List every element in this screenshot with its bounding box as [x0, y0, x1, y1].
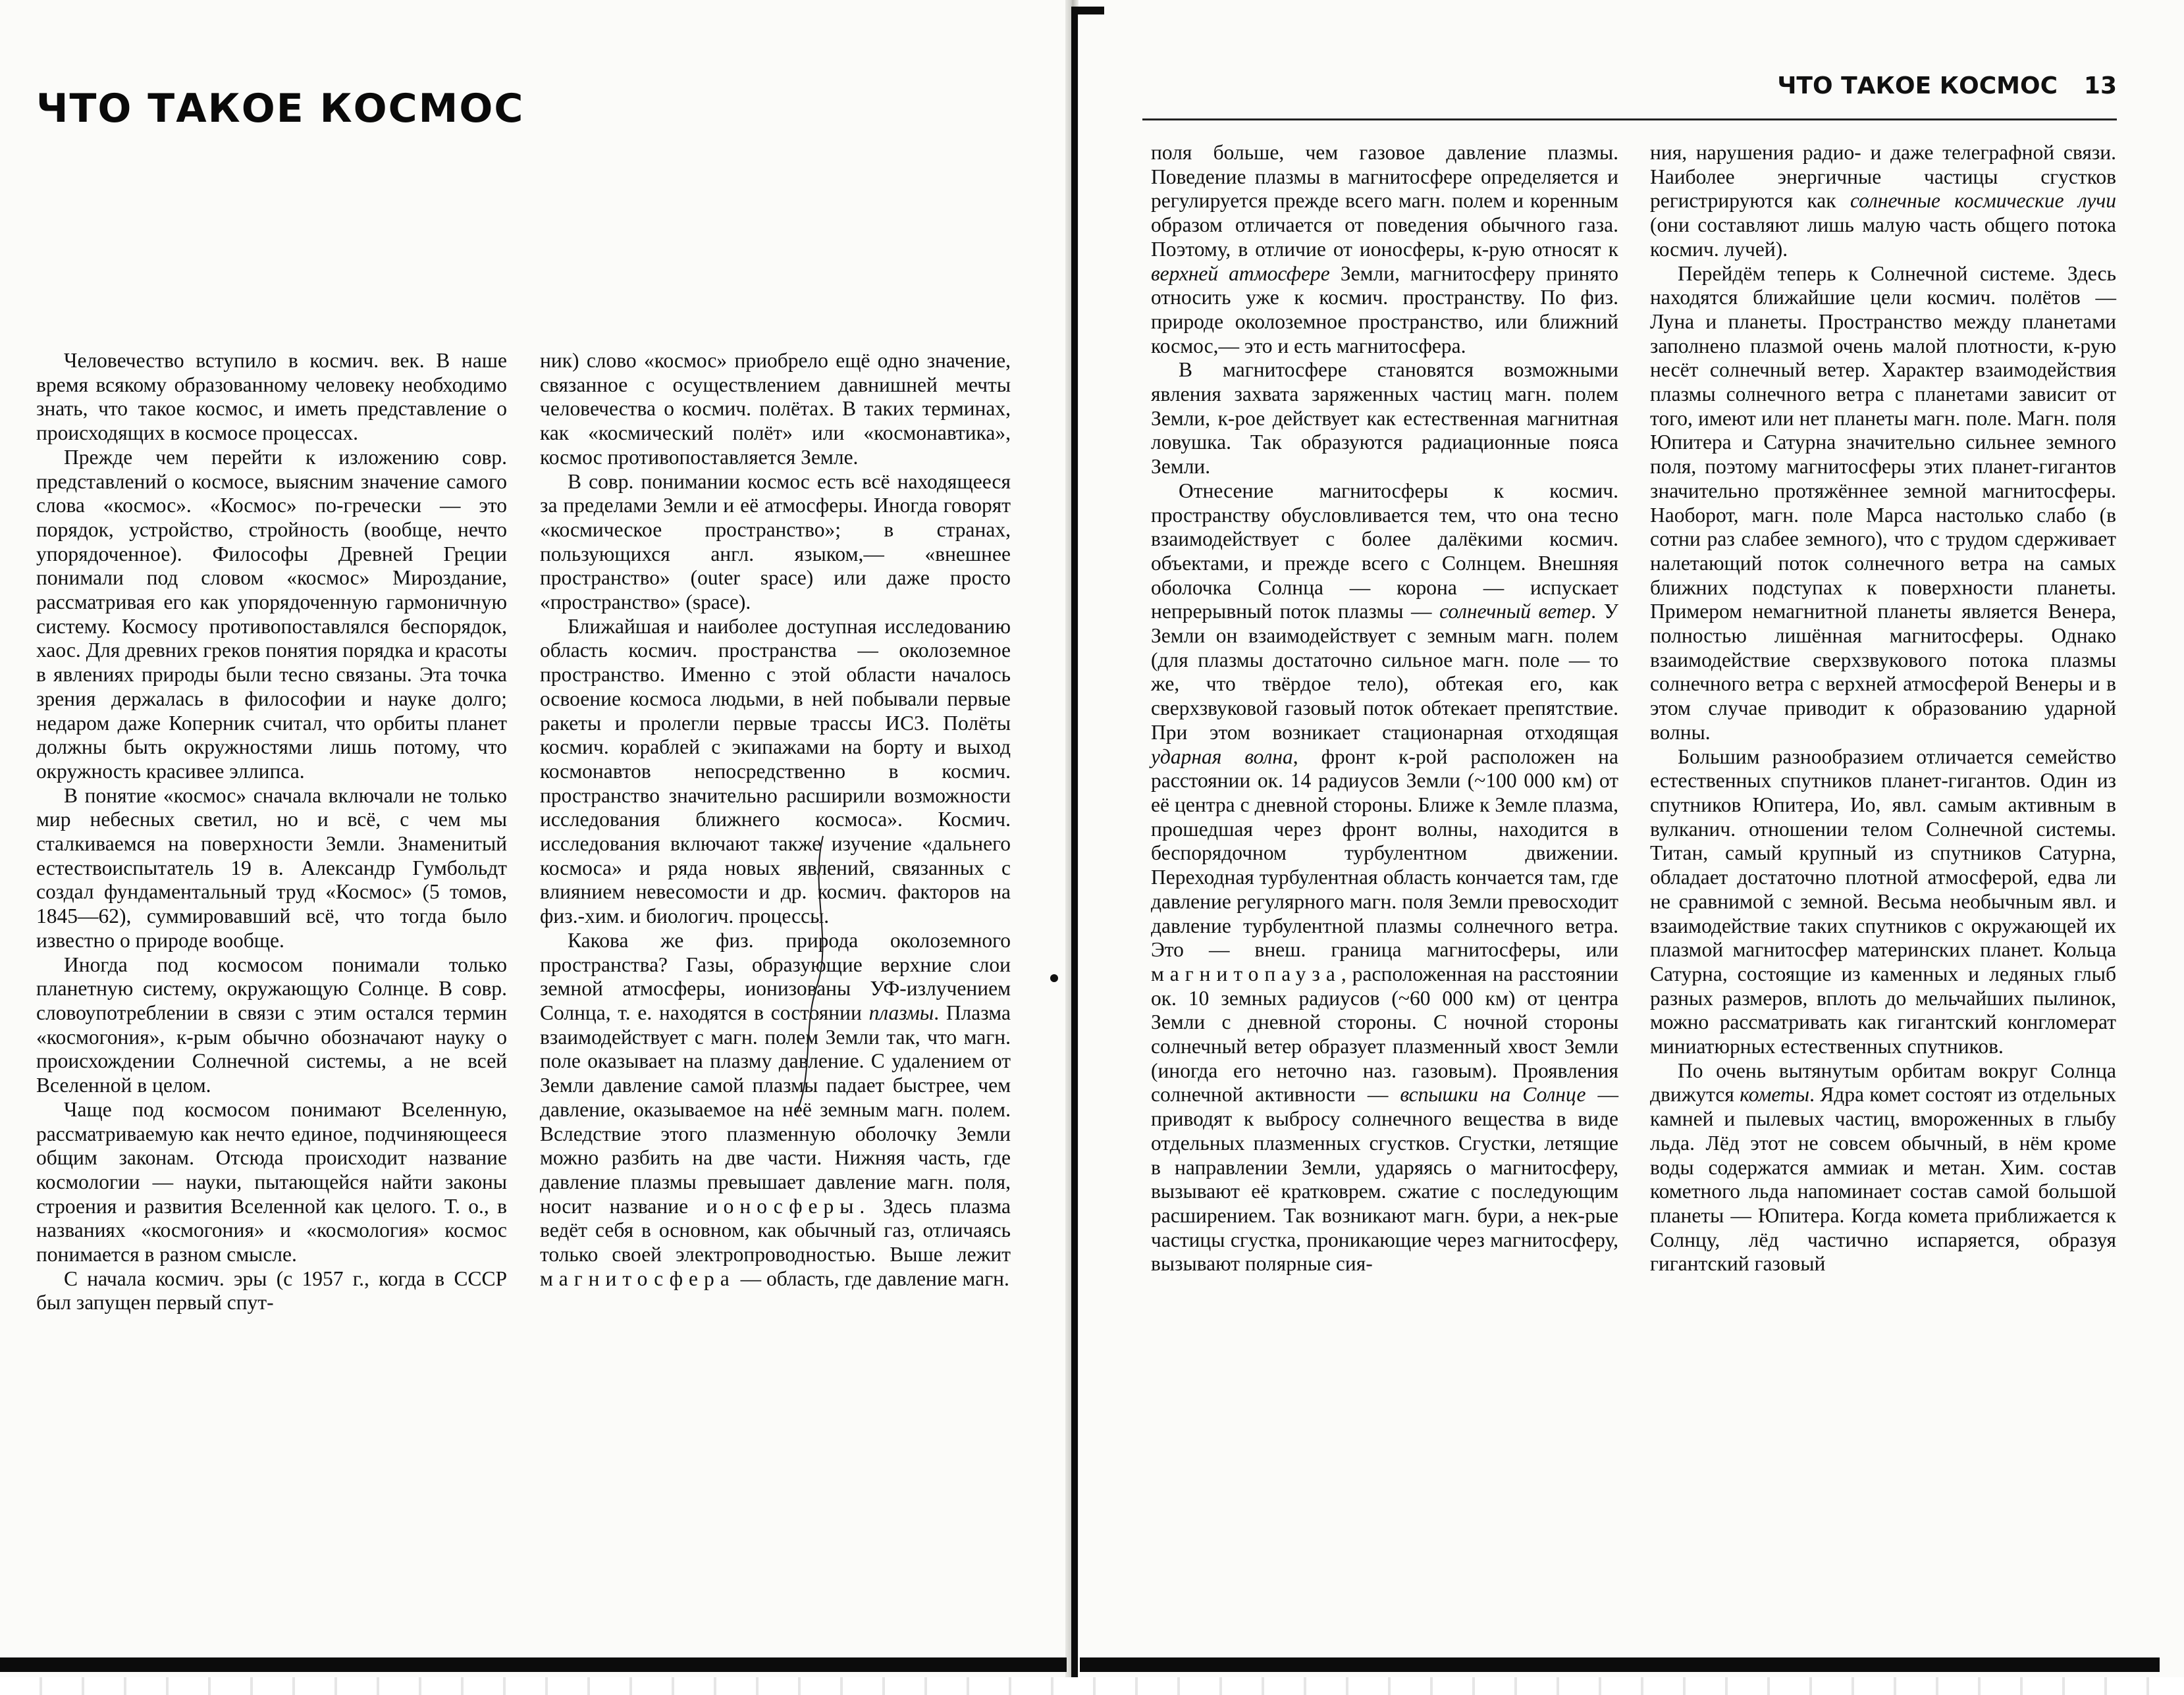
- spine-shadow: [1071, 7, 1078, 1679]
- pen-mark: [784, 836, 849, 1112]
- running-title: ЧТО ТАКОЕ КОСМОС: [1777, 72, 2058, 99]
- term: плазмы: [868, 1001, 934, 1024]
- paragraph: Большим разнообразием отличается семейство естественных спутников планет-гигантов. Один из спутников Юпитера, Ио, явл. самым активным в вулканич. отношении телом Солнечной системы. Титан, самый крупный из спутников Сатурна, обладает достаточно плотной атмосферой, едва ли не сравнимой с земной. Весьма необычным явл. и взаимодействие таких спутников с окружающей их плазмой магнитосфер материнских планет. Кольца Сатурна, состоящие из каменных и ледяных глыб разных размеров, вплоть до мельчайших пылинок, можно рассматривать как гигантский конгломерат миниатюрных естественных спутников.: [1650, 744, 2116, 1058]
- text-column-1: [36, 349, 507, 1315]
- paragraph: поля больше, чем газовое давление плазмы. Поведение плазмы в магнитосфере определяется и регулируется прежде всего магн. полем и коренным образом отличается от поведения обычного газа. Поэтому, в отличие от ионосферы, к-рую относят к верхней атмосфере Земли, магнитосферу принято относить уже к космич. пространству. По физ. природе околоземное пространство, или ближний космос,— это и есть магнитосфера.: [1151, 141, 1618, 357]
- paragraph: ния, нарушения радио- и даже телеграфной связи. Наиболее энергичные частицы сгустков регистрируются как солнечные космические лучи (они составляют лишь малую часть общего потока космич. лучей).: [1650, 141, 2117, 261]
- paragraph: В магнитосфере становятся возможными явления захвата заряженных частиц магн. полем Земли, к-рое действует как естественная магнитная ловушка. Так образуются радиационные пояса Земли.: [1151, 358, 1618, 479]
- paragraph: Ближайшая и наиболее доступная исследованию область космич. пространства — околоземное пространство. Именно с этой области началось освоение космоса людьми, в ней побывали первые ракеты и пролегли первые трассы ИСЗ. Полёты космич. кораблей с экипажами на борту и выход космонавтов непосредственно в космич. пространство значительно расширили возможности исследования ближнего космоса». Космич. исследования включают также изучение «дальнего космоса» и ряда новых явлений, связанных с влиянием невесомости и др. космич. факторов на физ.-хим. и биологич. процессы.: [540, 614, 1011, 928]
- text-column-4: [1650, 141, 2116, 1276]
- paragraph: Перейдём теперь к Солнечной системе. Здесь находятся ближайшие цели космич. полётов — Луна и планеты. Пространство между планетами заполнено плазмой очень малой плотности, к-рую несёт солнечный ветер. Характер взаимодействия плазмы солнечного ветра с планетами зависит от того, имеют или нет планеты магн. поле. Магн. поля Юпитера и Сатурна значительно сильнее земного поля, поэтому магнитосферы этих планет-гигантов значительно протяжённее земной магнитосферы. Наоборот, магн. поле Марса настолько слабо (в сотни раз слабее земного), что с трудом сдерживает налетающий поток солнечного ветра на самых ближних подступах к поверхности планеты. Примером немагнитной планеты является Венера, полностью лишённая магнитосферы. Однако взаимодействие сверхзвукового потока плазмы солнечного ветра с верхней атмосферой Венеры и в этом случае приводит к образованию ударной волны.: [1650, 261, 2116, 744]
- term: ударная волна: [1151, 744, 1293, 768]
- bottom-edge-left: [0, 1657, 1067, 1672]
- spine-corner: [1071, 7, 1104, 14]
- page-number: 13: [2083, 72, 2117, 99]
- term: кометы: [1740, 1083, 1810, 1107]
- paragraph: Прежде чем перейти к изложению совр. представлений о космосе, выясним значение самого слова «космос». «Космос» по-гречески — это порядок, устройство, стройность (вообще, нечто упорядоченное). Философы Древней Греции понимали под словом «космос» Мироздание, рассматривая его как упорядоченную гармоничную систему. Космосу противопоставлялся беспорядок, хаос. Для древних греков понятия порядка и красоты в явлениях природы были тесно связаны. Эта точка зрения держалась в философии и науке долго; недаром даже Коперник считал, что орбиты планет должны быть окружностями лишь потому, что окружность красивее эллипса.: [36, 445, 507, 783]
- paragraph: Чаще под космосом понимают Вселенную, рассматриваемую как нечто единое, подчиняющееся общим законам. Отсюда происходит название космологии — науки, пытающейся найти законы строения и развития Вселенной как целого. Т. о., в названиях «космогония» и «космология» космос понимается в разном смысле.: [36, 1097, 507, 1266]
- term: вспышки на Солнце: [1400, 1083, 1586, 1107]
- paragraph: Отнесение магнитосферы к космич. пространству обусловливается тем, что она тесно взаимодействует с более далёкими космич. объектами, и прежде всего с Солнцем. Внешняя оболочка Солнца — корона — испускает непрерывный поток плазмы — солнечный ветер. У Земли он взаимодействует с земным магн. полем (для плазмы достаточно сильное магн. поле — то же, что твёрдое тело), обтекая его, как сверхзвуковой газовый поток обтекает препятствие. При этом возникает стационарная отходящая ударная волна, фронт к-рой расположен на расстоянии ок. 14 радиусов Земли (~100 000 км) от её центра с дневной стороны. Ближе к Земле плазма, прошедшая через фронт волны, находится в беспорядочном турбулентном движении. Переходная турбулентная область кончается там, где давление регулярного магн. поля Земли превосходит давление турбулентной плазмы солнечного ветра. Это — внеш. граница магнитосферы, или магнитопауза, расположенная на расстоянии ок. 10 земных радиусов (~60 000 км) от центра Земли с дневной стороны. С ночной стороны солнечный ветер образует плазменный хвост Земли (иногда его неточно наз. газовым). Проявления солнечной активности — вспышки на Солнце — приводят к выбросу солнечного вещества в виде отдельных плазменных сгустков. Сгустки, летящие в направлении Земли, ударяясь о магнитосферу, вызывают её кратковрем. сжатие с последующим расширением. Так возникают магн. бури, а нек-рые частицы сгустка, проникающие через магнитосферу, вызывают полярные сия-: [1151, 479, 1618, 1276]
- spaced-term: магнитопауза: [1151, 962, 1341, 985]
- spaced-term: ионосферы: [706, 1194, 860, 1218]
- bottom-edge-right: [1080, 1657, 2160, 1672]
- running-header: [1142, 72, 2117, 120]
- chapter-heading: ЧТО ТАКОЕ КОСМОС: [36, 86, 525, 132]
- text-column-3: [1151, 141, 1618, 1276]
- term: солнечный ветер: [1439, 600, 1591, 623]
- spaced-term: магнитосфера: [540, 1266, 735, 1290]
- paragraph: Человечество вступило в космич. век. В наше время всякому образованному человеку необходимо знать, что такое космос, и иметь представление о происходящих в космосе процессах.: [36, 349, 507, 445]
- paragraph: Иногда под космосом понимали только планетную систему, окружающую Солнце. В совр. словоупотреблении в связи с этим остался термин «космогония», к-рым обычно обозначают науку о происхождении Солнечной системы, а не всей Вселенной в целом.: [36, 952, 507, 1097]
- paragraph: С начала космич. эры (с 1957 г., когда в СССР был запущен первый спут-: [36, 1266, 507, 1315]
- term: солнечные космические лучи: [1850, 189, 2117, 213]
- paragraph: По очень вытянутым орбитам вокруг Солнца движутся кометы. Ядра комет состоят из отдельных камней и пылевых частиц, вмороженных в глыбу льда. Лёд этот не совсем обычный, в нём кроме воды содержатся аммиак и метан. Хим. состав кометного льда напоминает состав самой большой планеты — Юпитера. Когда комета приближается к Солнцу, лёд частично испаряется, образуя гигантский газовый: [1650, 1058, 2116, 1276]
- term: верхней атмосфере: [1151, 261, 1330, 285]
- text-column-2: [540, 349, 1011, 1291]
- paragraph: ник) слово «космос» приобрело ещё одно значение, связанное с осуществлением давнишней мечты человечества о космич. полётах. В таких терминах, как «космический полёт» или «космонавтика», космос противопоставляется Земле.: [540, 349, 1011, 469]
- paragraph: В понятие «космос» сначала включали не только мир небесных светил, но и всё, с чем мы сталкиваемся на поверхности Земли. Знаменитый естествоиспытатель 19 в. Александр Гумбольдт создал фундаментальный труд «Космос» (5 томов, 1845—62), суммировавший всё, что тогда было известно о природе вообще.: [36, 783, 507, 952]
- page-edge-strip: [0, 1677, 2184, 1695]
- paragraph: Какова же физ. природа околоземного пространства? Газы, образующие верхние слои земной атмосферы, ионизованы УФ-излучением Солнца, т. е. находятся в состоянии плазмы. Плазма взаимодействует с магн. полем Земли так, что магн. поле оказывает на плазму давление. С удалением от Земли давление самой плазмы падает быстрее, чем давление, оказываемое на неё земным магн. полем. Вследствие этого плазменную оболочку Земли можно разбить на две части. Нижняя часть, где давление плазмы превышает давление магн. поля, носит название ионосферы. Здесь плазма ведёт себя в основном, как обычный газ, отличаясь только своей электропроводностью. Выше лежит магнитосфера — область, где давление магн.: [540, 928, 1011, 1290]
- paragraph: В совр. понимании космос есть всё находящееся за пределами Земли и её атмосферы. Иногда говорят «космическое пространство»; в странах, пользующихся англ. языком,— «внешнее пространство» (outer space) или даже просто «пространство» (space).: [540, 469, 1011, 614]
- ink-dot: [1050, 974, 1058, 982]
